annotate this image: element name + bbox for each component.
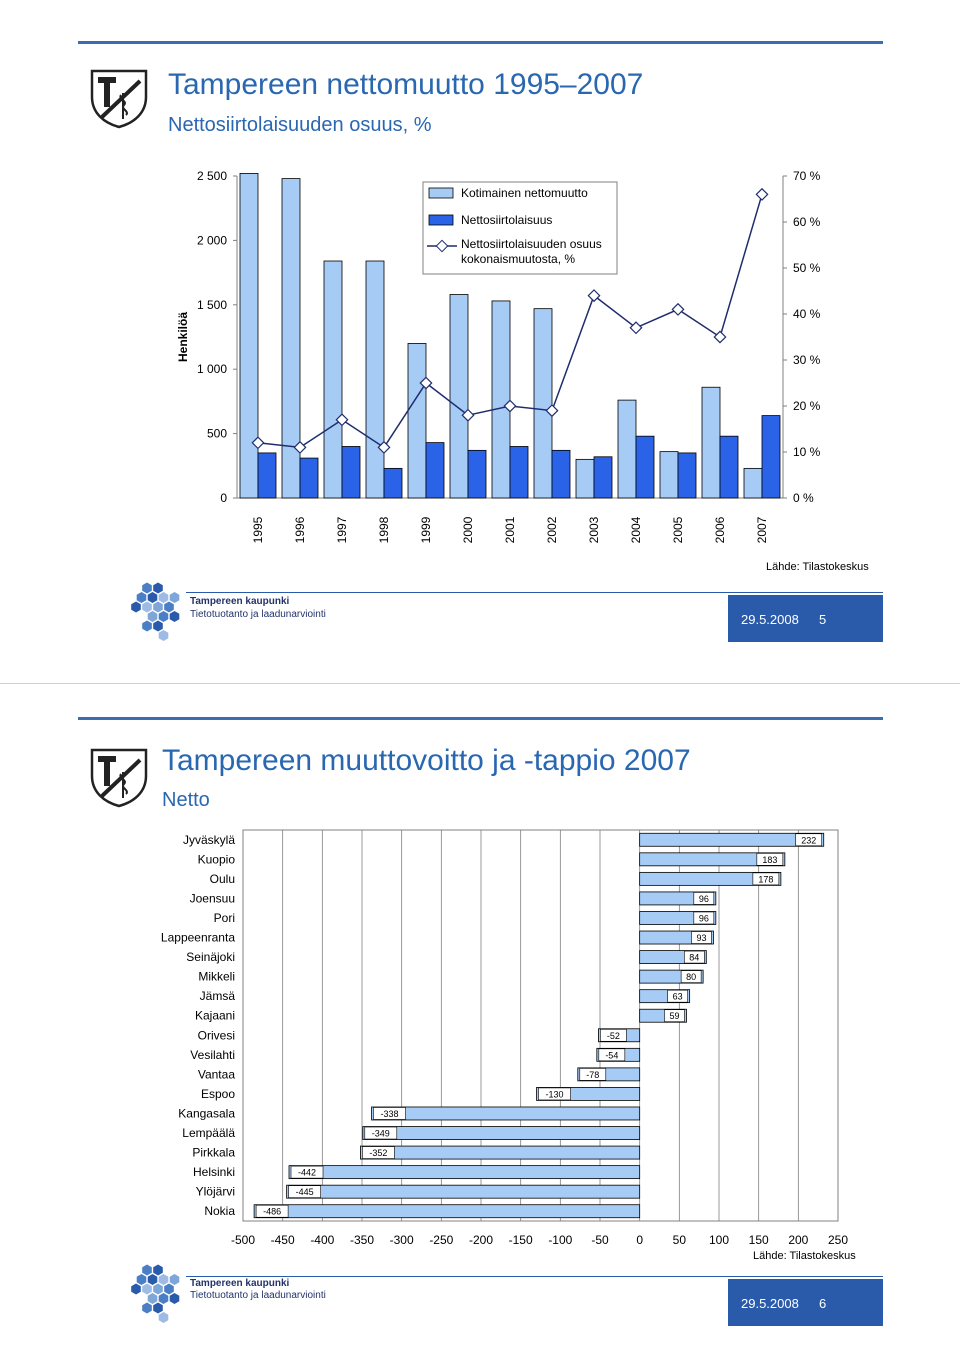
x-tick-label: 2002 bbox=[545, 516, 559, 544]
share-point bbox=[672, 304, 683, 315]
x-tick-label: -50 bbox=[591, 1233, 609, 1247]
data-label: -442 bbox=[298, 1167, 317, 1178]
hexagon-cell bbox=[159, 592, 169, 603]
bar-domestic bbox=[492, 301, 510, 498]
hexagon-cell bbox=[142, 1265, 152, 1276]
bar-immigration bbox=[384, 468, 402, 498]
data-label: -486 bbox=[263, 1206, 282, 1217]
share-point bbox=[756, 189, 767, 200]
y2-tick-label: 50 % bbox=[793, 261, 821, 275]
hexagon-cell bbox=[153, 621, 163, 632]
source-note: Lähde: Tilastokeskus bbox=[766, 561, 869, 573]
category-label: Kuopio bbox=[197, 852, 235, 867]
hexagon-cell bbox=[159, 630, 169, 641]
hexagon-cell bbox=[170, 1293, 180, 1304]
x-tick-label: 2004 bbox=[629, 516, 643, 544]
bar-immigration bbox=[762, 416, 780, 498]
data-label: -338 bbox=[380, 1108, 399, 1119]
x-tick-label: -400 bbox=[310, 1233, 335, 1247]
category-label: Pirkkala bbox=[192, 1145, 235, 1160]
hexagon-cell bbox=[142, 621, 152, 632]
footer-department: Tietotuotanto ja laadunarviointi bbox=[190, 1290, 326, 1301]
bar-domestic bbox=[240, 173, 258, 498]
hexagon-cell bbox=[164, 1284, 174, 1295]
category-label: Orivesi bbox=[197, 1028, 235, 1043]
y2-tick-label: 10 % bbox=[793, 445, 821, 459]
hexagon-cell bbox=[164, 602, 174, 613]
hexagon-cell bbox=[159, 1274, 169, 1285]
hexagon-cell bbox=[159, 1293, 169, 1304]
x-tick-label: 200 bbox=[788, 1233, 809, 1247]
slide-title: Tampereen muuttovoitto ja -tappio 2007 bbox=[162, 744, 691, 777]
hexagon-cell bbox=[142, 602, 152, 613]
category-label: Vantaa bbox=[197, 1067, 235, 1082]
hexagon-cell bbox=[131, 602, 141, 613]
bar-immigration bbox=[510, 446, 528, 498]
bar bbox=[360, 1146, 639, 1159]
y-tick-label: 0 bbox=[220, 491, 227, 505]
y2-tick-label: 0 % bbox=[793, 491, 814, 505]
hexagon-cell bbox=[153, 602, 163, 613]
hexagon-cell bbox=[137, 592, 147, 603]
hexagon-cell bbox=[170, 592, 180, 603]
hexagon-cell bbox=[148, 1293, 158, 1304]
bar-domestic bbox=[660, 452, 678, 498]
category-label: Mikkeli bbox=[198, 969, 235, 984]
category-label: Lappeenranta bbox=[160, 930, 235, 945]
x-tick-label: 0 bbox=[636, 1233, 644, 1247]
slide-subtitle: Nettosiirtolaisuuden osuus, % bbox=[168, 114, 432, 136]
bar-immigration bbox=[594, 457, 612, 498]
category-label: Vesilahti bbox=[190, 1047, 235, 1062]
y2-tick-label: 30 % bbox=[793, 353, 821, 367]
hexagon-cell bbox=[148, 611, 158, 622]
data-label: -78 bbox=[586, 1069, 600, 1080]
category-label: Joensuu bbox=[189, 891, 235, 906]
hexagon-cell bbox=[142, 583, 152, 594]
footer-rule bbox=[186, 592, 883, 593]
bar-domestic bbox=[366, 261, 384, 498]
y-tick-label: 500 bbox=[206, 426, 227, 441]
footer-date-box bbox=[728, 595, 883, 642]
slide-subtitle: Netto bbox=[162, 789, 210, 811]
bar bbox=[289, 1166, 640, 1179]
data-label: 96 bbox=[698, 913, 709, 924]
city-hexagon-logo bbox=[128, 582, 180, 644]
category-label: Helsinki bbox=[192, 1165, 235, 1180]
hexagon-cell bbox=[137, 1274, 147, 1285]
hexagon-cell bbox=[153, 1303, 163, 1314]
legend-label: Nettosiirtolaisuus bbox=[461, 213, 553, 227]
bar-immigration bbox=[552, 450, 570, 498]
x-tick-label: -450 bbox=[270, 1233, 295, 1247]
slide-title: Tampereen nettomuutto 1995–2007 bbox=[168, 68, 644, 101]
hexagon-cell bbox=[159, 1312, 169, 1323]
footer-date: 29.5.2008 bbox=[741, 612, 799, 627]
bar-immigration bbox=[300, 458, 318, 498]
data-label: 59 bbox=[669, 1011, 680, 1022]
category-label: Pori bbox=[213, 910, 235, 925]
bar bbox=[254, 1205, 640, 1218]
data-label: 63 bbox=[672, 991, 683, 1002]
category-label: Kajaani bbox=[194, 1008, 235, 1023]
slide-6 bbox=[0, 684, 960, 1367]
legend-swatch-domestic bbox=[429, 188, 453, 198]
bar bbox=[287, 1185, 640, 1198]
x-tick-label: -200 bbox=[468, 1233, 494, 1247]
data-label: -349 bbox=[371, 1128, 390, 1139]
y-tick-label: 2 000 bbox=[196, 233, 227, 248]
bar-immigration bbox=[258, 453, 276, 498]
page-number: 6 bbox=[819, 1296, 827, 1311]
hexagon-cell bbox=[170, 1274, 180, 1285]
data-label: 80 bbox=[686, 972, 697, 983]
x-tick-label: 1997 bbox=[335, 516, 349, 544]
city-hexagon-logo bbox=[128, 1264, 180, 1326]
x-tick-label: 2007 bbox=[755, 516, 769, 544]
hexagon-cell bbox=[170, 611, 180, 622]
data-label: 183 bbox=[762, 854, 778, 865]
category-label: Nokia bbox=[204, 1204, 235, 1219]
x-tick-label: -500 bbox=[230, 1233, 256, 1247]
x-tick-label: 1995 bbox=[251, 516, 265, 544]
footer-organization: Tampereen kaupunki bbox=[190, 1278, 290, 1289]
hexagon-cell bbox=[142, 1284, 152, 1295]
legend-label: Nettosiirtolaisuuden osuus bbox=[461, 237, 602, 251]
category-label: Kangasala bbox=[178, 1106, 235, 1121]
hexagon-cell bbox=[142, 1303, 152, 1314]
y-tick-label: 1 500 bbox=[196, 297, 227, 312]
x-tick-label: 250 bbox=[827, 1233, 849, 1247]
y2-tick-label: 40 % bbox=[793, 307, 821, 321]
hexagon-cell bbox=[148, 1274, 158, 1285]
data-label: -445 bbox=[295, 1187, 314, 1198]
x-tick-label: -250 bbox=[429, 1233, 454, 1247]
data-label: -54 bbox=[605, 1050, 619, 1061]
category-label: Oulu bbox=[209, 871, 235, 886]
category-label: Lempäälä bbox=[182, 1126, 235, 1141]
data-label: -130 bbox=[545, 1089, 564, 1100]
data-label: 93 bbox=[696, 933, 707, 944]
category-label: Jyväskylä bbox=[182, 832, 235, 847]
category-label: Seinäjoki bbox=[186, 950, 235, 965]
hexagon-cell bbox=[153, 1284, 163, 1295]
y2-tick-label: 60 % bbox=[793, 215, 821, 229]
footer-department: Tietotuotanto ja laadunarviointi bbox=[190, 609, 326, 620]
share-point bbox=[714, 331, 725, 342]
footer-organization: Tampereen kaupunki bbox=[190, 596, 290, 607]
footer-date-box bbox=[728, 1279, 883, 1326]
migration-by-municipality-chart bbox=[0, 684, 960, 1264]
bar bbox=[372, 1107, 640, 1120]
slide-5 bbox=[0, 0, 960, 683]
category-label: Jämsä bbox=[199, 989, 235, 1004]
bar-domestic bbox=[450, 294, 468, 498]
x-tick-label: 2000 bbox=[461, 516, 475, 544]
bar bbox=[363, 1127, 640, 1140]
x-tick-label: 2001 bbox=[503, 516, 517, 544]
x-tick-label: 150 bbox=[748, 1233, 769, 1247]
x-tick-label: 1999 bbox=[419, 516, 433, 544]
x-tick-label: 100 bbox=[708, 1233, 730, 1247]
bar-immigration bbox=[678, 453, 696, 498]
page-number: 5 bbox=[819, 612, 827, 627]
x-tick-label: -300 bbox=[389, 1233, 414, 1247]
bar-domestic bbox=[576, 459, 594, 498]
x-tick-label: 1998 bbox=[377, 516, 391, 544]
y2-tick-label: 70 % bbox=[793, 169, 821, 183]
x-tick-label: -100 bbox=[548, 1233, 573, 1247]
net-migration-chart bbox=[0, 0, 960, 560]
hexagon-cell bbox=[153, 583, 163, 594]
source-note: Lähde: Tilastokeskus bbox=[753, 1250, 856, 1262]
data-label: 84 bbox=[689, 952, 700, 963]
bar-domestic bbox=[408, 343, 426, 498]
bar-immigration bbox=[426, 443, 444, 498]
y2-tick-label: 20 % bbox=[793, 399, 821, 413]
legend-label: kokonaismuutosta, % bbox=[461, 252, 576, 266]
bar-domestic bbox=[702, 387, 720, 498]
hexagon-cell bbox=[148, 592, 158, 603]
x-tick-label: -350 bbox=[349, 1233, 375, 1247]
x-tick-label: 2006 bbox=[713, 516, 727, 544]
bar-immigration bbox=[636, 436, 654, 498]
footer-date: 29.5.2008 bbox=[741, 1296, 799, 1311]
hexagon-cell bbox=[153, 1265, 163, 1276]
hexagon-cell bbox=[159, 611, 169, 622]
footer-rule bbox=[186, 1276, 883, 1277]
legend-label: Kotimainen nettomuutto bbox=[461, 186, 588, 200]
bar-domestic bbox=[744, 468, 762, 498]
bar-immigration bbox=[468, 450, 486, 498]
bar-domestic bbox=[324, 261, 342, 498]
category-label: Espoo bbox=[200, 1086, 235, 1101]
data-label: -352 bbox=[369, 1148, 388, 1159]
x-tick-label: 2005 bbox=[671, 516, 685, 544]
bar-immigration bbox=[720, 436, 738, 498]
hexagon-cell bbox=[131, 1284, 141, 1295]
bar-immigration bbox=[342, 446, 360, 498]
y-tick-label: 2 500 bbox=[196, 169, 227, 183]
x-tick-label: 50 bbox=[672, 1233, 687, 1247]
y-tick-label: 1 000 bbox=[196, 362, 227, 377]
bar-domestic bbox=[618, 400, 636, 498]
category-label: Ylöjärvi bbox=[195, 1184, 235, 1199]
legend-swatch-immigration bbox=[429, 215, 453, 225]
x-tick-label: 1996 bbox=[293, 516, 307, 544]
x-tick-label: 2003 bbox=[587, 516, 601, 544]
data-label: 232 bbox=[801, 835, 817, 846]
data-label: 96 bbox=[698, 893, 709, 904]
bar-domestic bbox=[534, 309, 552, 498]
data-label: -52 bbox=[606, 1030, 620, 1041]
data-label: 178 bbox=[758, 874, 774, 885]
x-tick-label: -150 bbox=[508, 1233, 533, 1247]
y-axis-title: Henkilöä bbox=[176, 311, 190, 363]
plot-area bbox=[243, 830, 838, 1221]
